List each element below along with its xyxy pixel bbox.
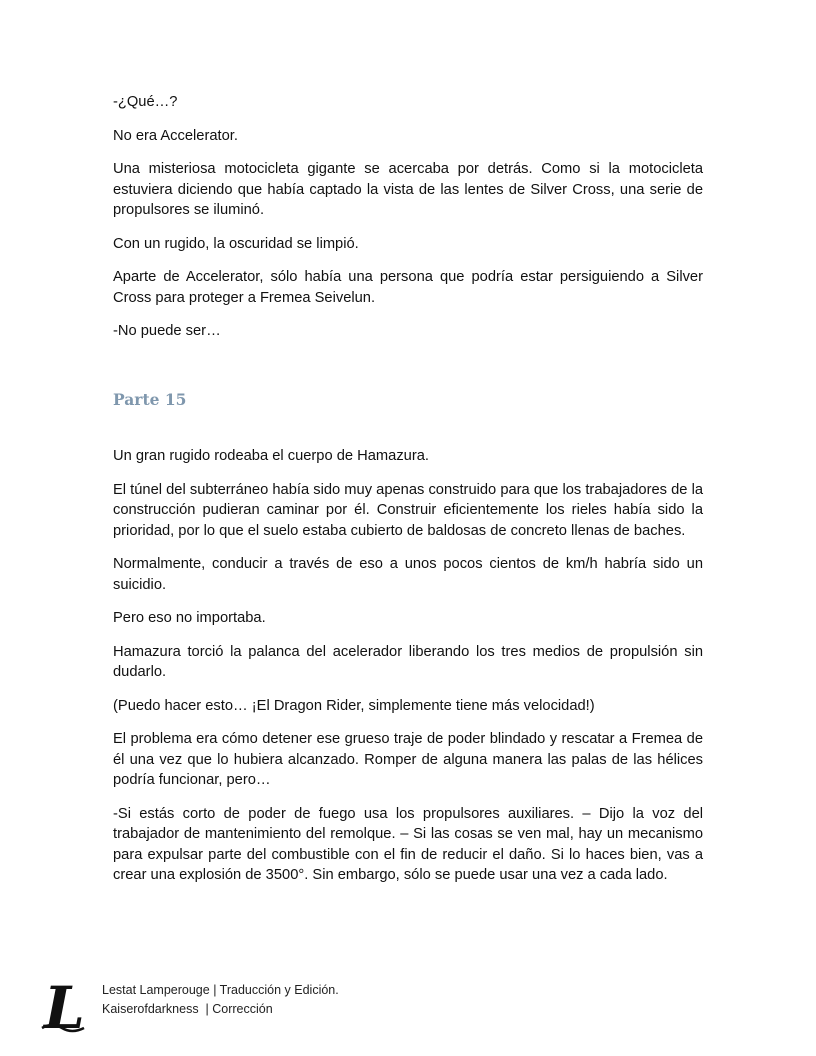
paragraph: -¿Qué…?: [113, 94, 178, 110]
credits: [102, 981, 339, 1019]
paragraph: Con un rugido, la oscuridad se limpió.: [113, 235, 359, 252]
credit-line: Kaiserofdarkness | Corrección: [102, 1002, 273, 1016]
section-heading: Parte 15: [113, 389, 187, 409]
paragraph: (Puedo hacer esto… ¡El Dragon Rider, simplemente tiene más velocidad!): [113, 697, 595, 714]
paragraph: -No puede ser…: [113, 323, 221, 339]
document-body: [113, 92, 703, 899]
logo-letter: L: [44, 978, 85, 1034]
paragraph: Aparte de Accelerator, sólo había una persona que podría estar persiguiendo a Silver Cross para proteger a Fremea Seivelun.: [113, 269, 703, 306]
paragraph: El problema era cómo detener ese grueso traje de poder blindado y rescatar a Fremea de él una vez que lo hubiera alcanzado. Romper de alguna manera las palas de las hélices podría funcionar, pero…: [113, 731, 703, 788]
credit-line: Lestat Lamperouge | Traducción y Edición.: [102, 983, 339, 997]
paragraph: Normalmente, conducir a través de eso a unos pocos cientos de km/h habría sido un suicidio.: [113, 556, 703, 593]
paragraph: -Si estás corto de poder de fuego usa los propulsores auxiliares. – Dijo la voz del trabajador de mantenimiento del remolque. – Si las cosas se ven mal, hay un mecanismo para expulsar parte del combustible con el fin de reducir el daño. Si lo haces bien, vas a crear una explosión de 3500°. Sin embargo, sólo se puede usar una vez a cada lado.: [113, 805, 703, 883]
gothic-l-logo-icon: [40, 978, 88, 1034]
paragraph: Una misteriosa motocicleta gigante se acercaba por detrás. Como si la motocicleta estuviera diciendo que había captado la vista de las lentes de Silver Cross, una serie de propulsores se iluminó.: [113, 161, 703, 218]
page-footer: [40, 978, 540, 1038]
paragraph: Pero eso no importaba.: [113, 610, 266, 626]
paragraph: Un gran rugido rodeaba el cuerpo de Hamazura.: [113, 448, 429, 464]
paragraph: Hamazura torció la palanca del acelerador liberando los tres medios de propulsión sin dudarlo.: [113, 643, 703, 680]
paragraph: El túnel del subterráneo había sido muy apenas construido para que los trabajadores de la construcción pudieran caminar por él. Construir eficientemente los rieles había sido la prioridad, por lo que el suelo estaba cubierto de baldosas de concreto llenas de baches.: [113, 481, 703, 539]
paragraph: No era Accelerator.: [113, 127, 238, 144]
